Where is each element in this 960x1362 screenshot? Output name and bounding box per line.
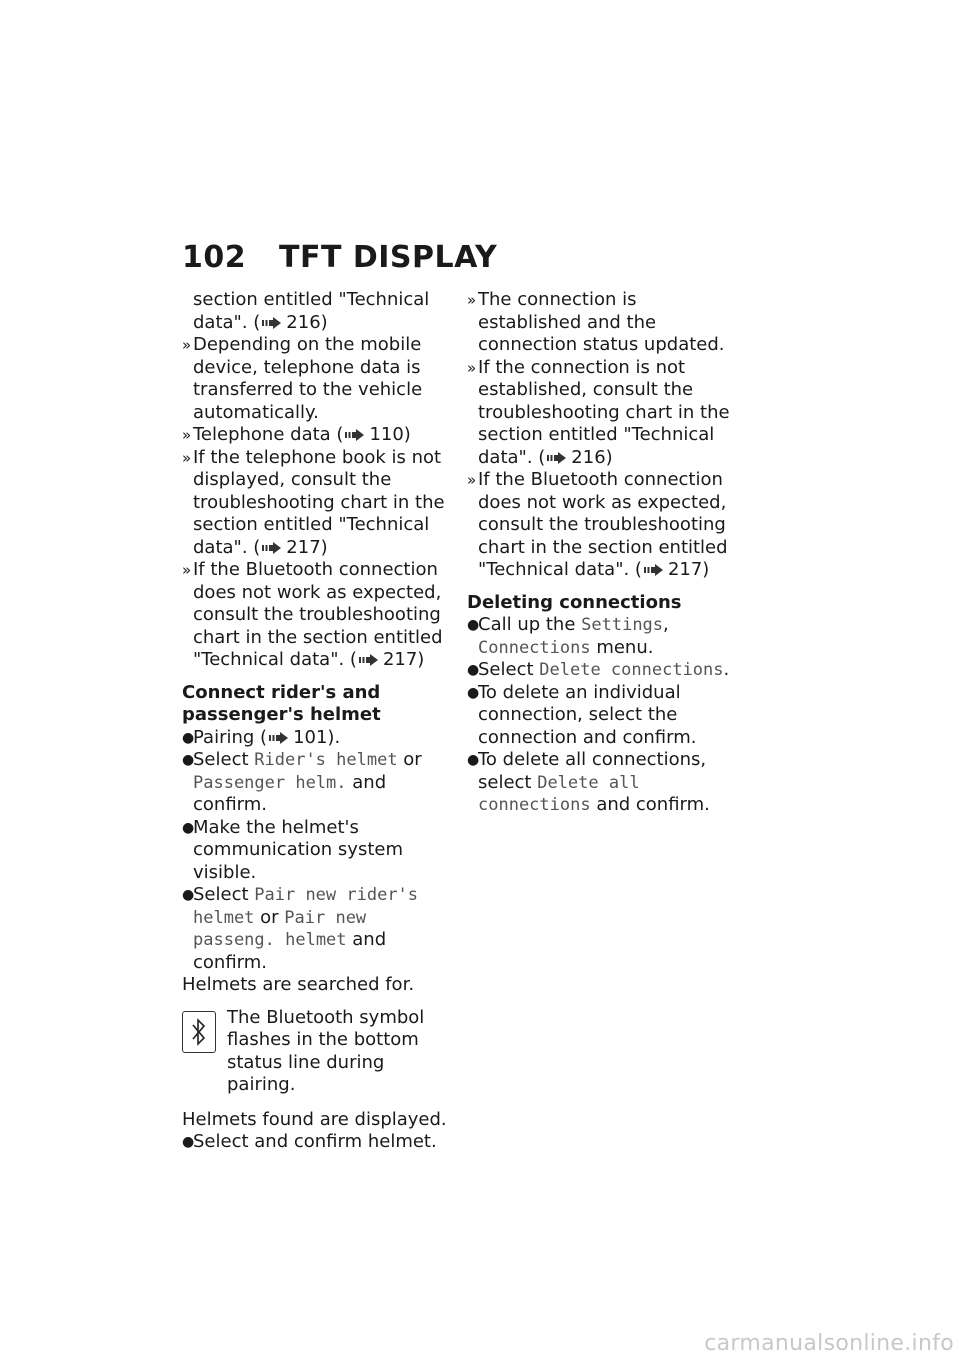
bullet-step: ● Select Rider's helmet or Passenger helm. and confirm. — [182, 749, 422, 815]
bullet-marker: ● — [467, 662, 480, 678]
right-column — [467, 289, 742, 817]
result-step: » Telephone data ( 110) — [182, 424, 411, 445]
menu-item-code: Pair new passeng. helmet — [193, 907, 367, 950]
bullet-marker: ● — [467, 752, 480, 768]
bullet-marker: ● — [467, 684, 480, 701]
result-marker: » — [182, 561, 192, 579]
result-marker: » — [467, 471, 477, 489]
body-paragraph: Helmets are searched for. — [182, 974, 415, 995]
bullet-step: ● To delete all connections, select Delete all connections and confirm. — [467, 749, 710, 815]
watermark — [630, 1326, 960, 1362]
bullet-step: ● Select Delete connections. — [467, 659, 730, 680]
arrow-reference-icon — [644, 564, 666, 576]
bluetooth-note-text: The Bluetooth symbol flashes in the bottom status line during pairing. — [227, 1006, 425, 1095]
bullet-marker: ● — [182, 752, 195, 768]
menu-item-code: Passenger helm. — [193, 772, 347, 793]
menu-item-code: Delete connections — [539, 660, 724, 680]
bullet-step: ● To delete an individual connection, select the connection and confirm. — [467, 681, 697, 748]
bullet-step: ● Select Pair new rider's helmet or Pair new passeng. helmet and confirm. — [182, 884, 419, 973]
watermark-text: carmanualsonline.info — [704, 1331, 954, 1356]
result-marker: » — [467, 358, 477, 377]
result-marker: » — [182, 426, 192, 444]
result-step: » Depending on the mobile device, telephone data is transferred to the vehicle automatically. — [182, 334, 423, 423]
bullet-marker: ● — [182, 887, 195, 903]
bullet-marker: ● — [182, 1134, 195, 1150]
arrow-reference-icon — [345, 429, 367, 441]
result-step: » The connection is established and the connection status updated. — [467, 289, 725, 355]
bullet-step: ● Make the helmet's communication system visible. — [182, 816, 403, 883]
bluetooth-icon — [182, 1011, 216, 1053]
arrow-reference-icon — [359, 654, 381, 666]
result-step: » If the connection is not established, consult the troubleshooting chart in the section entitled "Technical data". ( 216) — [467, 356, 730, 468]
bullet-step: ● Call up the Settings, Connections menu. — [467, 614, 669, 658]
bullet-marker: ● — [182, 819, 195, 836]
arrow-reference-icon — [262, 542, 284, 554]
menu-item-code: Settings — [581, 615, 664, 635]
result-step: » If the Bluetooth connection does not work as expected, consult the troubleshooting chart in the section entitled "Technical data". ( 217) — [182, 559, 443, 670]
result-marker: » — [182, 336, 192, 354]
result-marker: » — [182, 448, 192, 467]
section-heading: Connect rider's and passenger's helmet — [182, 681, 381, 725]
section-heading: Deleting connections — [467, 591, 682, 613]
left-column — [182, 289, 452, 1154]
page-title: TFT DISPLAY — [279, 240, 498, 275]
result-step: » If the Bluetooth connection does not work as expected, consult the troubleshooting chart in the section entitled "Technical data". ( 217) — [467, 469, 728, 580]
body-paragraph: Helmets found are displayed. — [182, 1108, 447, 1130]
menu-item-code: Connections — [478, 637, 591, 658]
arrow-reference-icon — [262, 317, 284, 329]
bullet-step: ● Pairing ( 101). — [182, 726, 341, 748]
menu-item-code: Delete all connections — [478, 772, 640, 815]
bluetooth-note — [182, 1007, 452, 1097]
page-number: 102 — [182, 240, 247, 275]
continued-text: section entitled "Technical data". ( 216) — [193, 289, 430, 333]
result-marker: » — [467, 291, 477, 309]
arrow-reference-icon — [547, 452, 569, 464]
menu-item-code: Pair new rider's helmet — [193, 885, 419, 928]
arrow-reference-icon — [269, 732, 291, 744]
result-step: » If the telephone book is not displayed, consult the troubleshooting chart in the section entitled "Technical data". ( 217) — [182, 446, 445, 558]
bullet-marker: ● — [182, 729, 195, 746]
bullet-marker: ● — [467, 617, 480, 633]
menu-item-code: Rider's helmet — [254, 750, 398, 770]
bullet-step: ● Select and confirm helmet. — [182, 1131, 437, 1152]
